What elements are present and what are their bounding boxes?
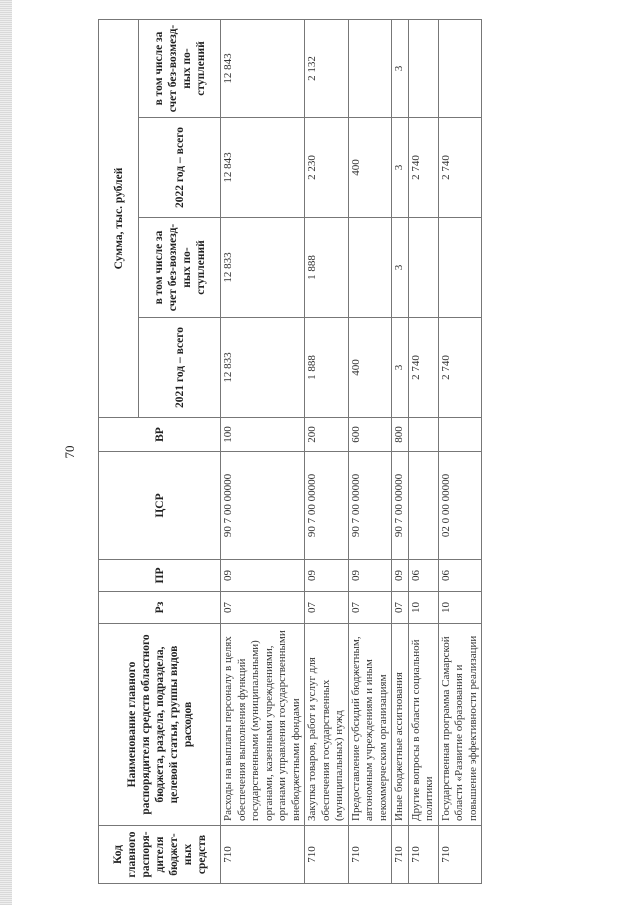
cell-2021-grat: 12 833 (221, 218, 305, 318)
cell-rz: 10 (408, 592, 438, 624)
cell-2022-grat: 2 132 (305, 20, 349, 118)
header-name: Наименование главного распорядителя средств областного бюджета, раздела, подраздела, целевой статьи, группы видов расходов (99, 624, 221, 826)
table-row (221, 20, 305, 884)
cell-2021-total: 2 740 (408, 318, 438, 418)
cell-rz: 07 (348, 592, 392, 624)
header-sum-group: Сумма, тыс. рублей (99, 20, 139, 418)
cell-vr: 100 (221, 418, 305, 452)
header-pr: ПР (99, 560, 221, 592)
cell-code: 710 (305, 826, 349, 884)
cell-vr (408, 418, 438, 452)
cell-2021-grat (438, 218, 482, 318)
page-number: 70 (62, 445, 77, 459)
cell-name: Предоставление субсидий бюджетным, автономным учреждениям и иным некоммерческим организациям (348, 624, 392, 826)
cell-pr: 09 (392, 560, 409, 592)
cell-2022-grat: 12 843 (221, 20, 305, 118)
table-row (305, 20, 349, 884)
cell-pr: 06 (438, 560, 482, 592)
header-rz: Рз (99, 592, 221, 624)
header-2022-total: 2022 год – всего (139, 118, 221, 218)
cell-2021-grat: 1 888 (305, 218, 349, 318)
cell-2022-total: 2 740 (438, 118, 482, 218)
table-row (408, 20, 438, 884)
cell-rz: 07 (392, 592, 409, 624)
cell-2022-total: 3 (392, 118, 409, 218)
cell-rz: 07 (221, 592, 305, 624)
cell-2022-grat: 3 (392, 20, 409, 118)
cell-pr: 09 (221, 560, 305, 592)
header-csr: ЦСР (99, 452, 221, 560)
cell-csr: 90 7 00 00000 (348, 452, 392, 560)
cell-rz: 07 (305, 592, 349, 624)
table-row (348, 20, 392, 884)
cell-2022-grat (408, 20, 438, 118)
header-vr: ВР (99, 418, 221, 452)
header-2022-grat: в том числе за счет без-возмезд-ных по-ступлений (139, 20, 221, 118)
cell-code: 710 (348, 826, 392, 884)
cell-2021-total: 2 740 (438, 318, 482, 418)
cell-vr (438, 418, 482, 452)
cell-csr (408, 452, 438, 560)
scan-edge-strip (0, 0, 12, 905)
cell-2021-total: 1 888 (305, 318, 349, 418)
cell-2022-grat (438, 20, 482, 118)
table-row (392, 20, 409, 884)
header-code: Код главного распоря-дителя бюджет-ных средств (99, 826, 221, 884)
cell-2021-total: 3 (392, 318, 409, 418)
cell-pr: 09 (348, 560, 392, 592)
cell-name: Иные бюджетные ассигнования (392, 624, 409, 826)
cell-2021-grat: 3 (392, 218, 409, 318)
cell-vr: 800 (392, 418, 409, 452)
cell-name: Расходы на выплаты персоналу в целях обеспечения выполнения функций государственными (муниципальными) органами, казенными учреждениями, органами управления государственными внебюджетными фондами (221, 624, 305, 826)
cell-pr: 09 (305, 560, 349, 592)
header-2021-total: 2021 год – всего (139, 318, 221, 418)
cell-rz: 10 (438, 592, 482, 624)
cell-2022-total: 2 230 (305, 118, 349, 218)
cell-2021-total: 12 833 (221, 318, 305, 418)
cell-2022-grat (348, 20, 392, 118)
cell-2021-grat (408, 218, 438, 318)
cell-name: Другие вопросы в области социальной политики (408, 624, 438, 826)
cell-2022-total: 400 (348, 118, 392, 218)
cell-code: 710 (438, 826, 482, 884)
rotated-page (56, 12, 616, 892)
cell-pr: 06 (408, 560, 438, 592)
cell-csr: 90 7 00 00000 (221, 452, 305, 560)
cell-2021-grat (348, 218, 392, 318)
cell-csr: 90 7 00 00000 (305, 452, 349, 560)
header-2021-grat: в том числе за счет без-возмезд-ных по-ступлений (139, 218, 221, 318)
cell-2022-total: 12 843 (221, 118, 305, 218)
cell-2021-total: 400 (348, 318, 392, 418)
budget-table (98, 19, 482, 884)
cell-name: Закупка товаров, работ и услуг для обеспечения государственных (муниципальных) нужд (305, 624, 349, 826)
cell-code: 710 (408, 826, 438, 884)
cell-2022-total: 2 740 (408, 118, 438, 218)
cell-csr: 02 0 00 00000 (438, 452, 482, 560)
table-row (438, 20, 482, 884)
cell-csr: 90 7 00 00000 (392, 452, 409, 560)
cell-code: 710 (221, 826, 305, 884)
cell-name: Государственная программа Самарской области «Развитие образования и повышение эффективности реализации (438, 624, 482, 826)
cell-code: 710 (392, 826, 409, 884)
cell-vr: 200 (305, 418, 349, 452)
cell-vr: 600 (348, 418, 392, 452)
